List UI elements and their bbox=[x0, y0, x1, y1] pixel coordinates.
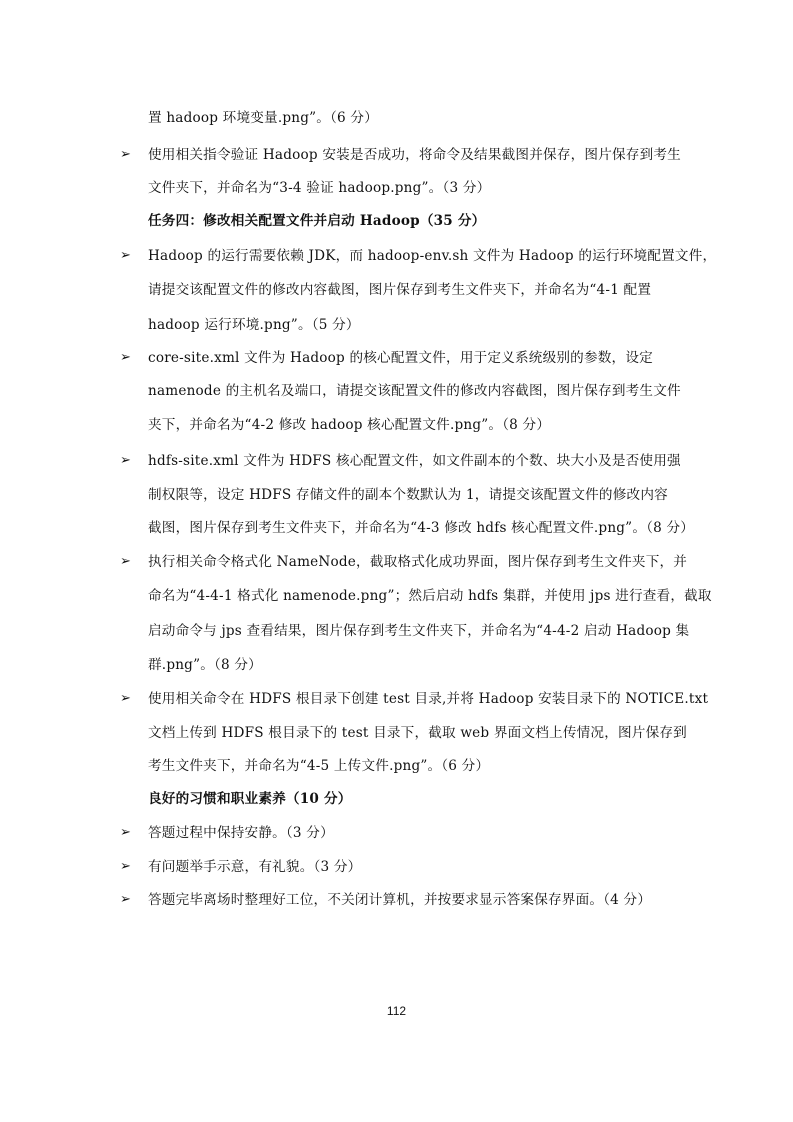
text-line: 答题完毕离场时整理好工位，不关闭计算机，并按要求显示答案保存界面。（4 分） bbox=[148, 892, 652, 908]
section-heading: 任务四：修改相关配置文件并启动 Hadoop（35 分） bbox=[148, 213, 486, 229]
bullet-icon: ➢ bbox=[120, 825, 131, 840]
text-line: 文件夹下，并命名为“3-4 验证 hadoop.png”。（3 分） bbox=[148, 180, 491, 196]
text-line: 夹下，并命名为“4-2 修改 hadoop 核心配置文件.png”。（8 分） bbox=[148, 417, 551, 433]
bullet-icon: ➢ bbox=[120, 691, 131, 706]
text-line: 启动命令与 jps 查看结果，图片保存到考生文件夹下，并命名为“4-4-2 启动 Hadoop 集 bbox=[148, 623, 690, 639]
text-line: 制权限等，设定 HDFS 存储文件的副本个数默认为 1，请提交该配置文件的修改内容 bbox=[148, 487, 668, 503]
text-line: Hadoop 的运行需要依赖 JDK，而 hadoop-env.sh 文件为 Hadoop 的运行环境配置文件， bbox=[148, 248, 717, 264]
text-line: 命名为“4-4-1 格式化 namenode.png”；然后启动 hdfs 集群，并使用 jps 进行查看，截取 bbox=[148, 588, 712, 604]
text-line: hdfs-site.xml 文件为 HDFS 核心配置文件，如文件副本的个数、块大小及是否使用强 bbox=[148, 453, 681, 469]
text-line: 使用相关命令在 HDFS 根目录下创建 test 目录,并将 Hadoop 安装目录下的 NOTICE.txt bbox=[148, 691, 709, 707]
bullet-icon: ➢ bbox=[120, 554, 131, 569]
text-line: 群.png”。（8 分） bbox=[148, 657, 262, 673]
text-line: 有问题举手示意，有礼貌。（3 分） bbox=[148, 859, 362, 875]
bullet-icon: ➢ bbox=[120, 350, 131, 365]
text-line: 使用相关指令验证 Hadoop 安装是否成功，将命令及结果截图并保存，图片保存到考生 bbox=[148, 147, 681, 163]
text-line: 请提交该配置文件的修改内容截图，图片保存到考生文件夹下，并命名为“4-1 配置 bbox=[148, 282, 652, 298]
text-line: 执行相关命令格式化 NameNode，截取格式化成功界面，图片保存到考生文件夹下，并 bbox=[148, 554, 688, 570]
text-line: namenode 的主机名及端口，请提交该配置文件的修改内容截图，图片保存到考生文件 bbox=[148, 383, 681, 399]
bullet-icon: ➢ bbox=[120, 147, 131, 162]
bullet-icon: ➢ bbox=[120, 453, 131, 468]
text-line: 文档上传到 HDFS 根目录下的 test 目录下，截取 web 界面文档上传情况，图片保存到 bbox=[148, 725, 687, 741]
text-line: 答题过程中保持安静。（3 分） bbox=[148, 825, 334, 841]
text-line: hadoop 运行环境.png”。（5 分） bbox=[148, 317, 360, 333]
text-line: 截图，图片保存到考生文件夹下，并命名为“4-3 修改 hdfs 核心配置文件.png”。（8 分） bbox=[148, 520, 695, 536]
section-heading: 良好的习惯和职业素养（10 分） bbox=[148, 791, 352, 807]
page-number: 112 bbox=[386, 1004, 407, 1018]
bullet-icon: ➢ bbox=[120, 248, 131, 263]
bullet-icon: ➢ bbox=[120, 892, 131, 907]
text-line: 置 hadoop 环境变量.png”。（6 分） bbox=[148, 110, 379, 126]
bullet-icon: ➢ bbox=[120, 859, 131, 874]
text-line: 考生文件夹下，并命名为“4-5 上传文件.png”。（6 分） bbox=[148, 758, 490, 774]
text-line: core-site.xml 文件为 Hadoop 的核心配置文件，用于定义系统级别的参数，设定 bbox=[148, 350, 653, 366]
